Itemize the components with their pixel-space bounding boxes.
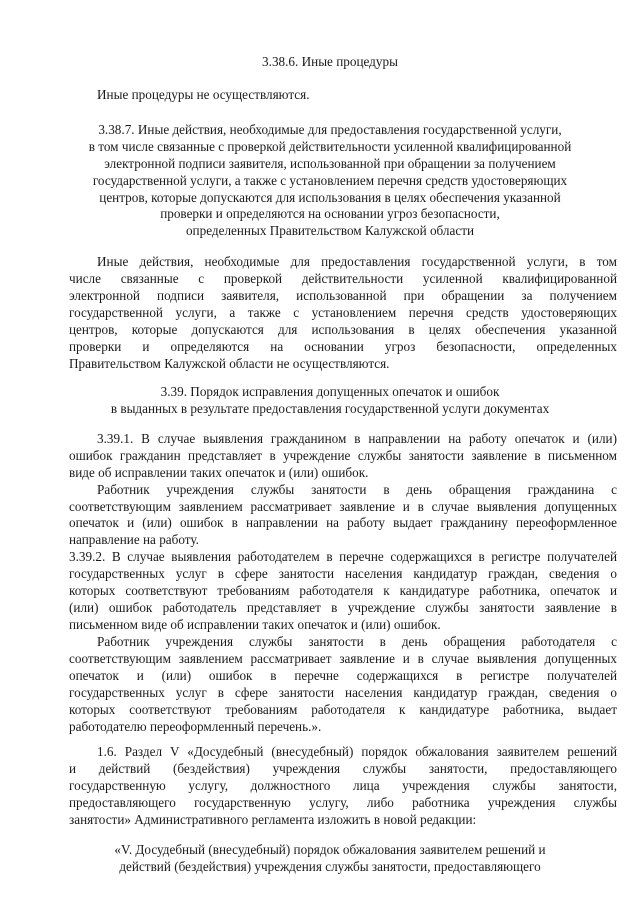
paragraph-line: соответствующим заявлением рассматривает заявление и в случае выявления допущенных [69,499,617,514]
heading-line: в выданных в результате предоставления государственной услуги документах [110,401,550,416]
paragraph-line: 1.6. Раздел V «Досудебный (внесудебный) порядок обжалования заявителем решений [97,744,617,759]
paragraph-line: государственную услугу, должностного лица учреждения службы занятости, [69,778,617,793]
heading-line: 3.39. Порядок исправления допущенных опечаток и ошибок [160,384,500,399]
paragraph-line: Работник учреждения службы занятости в день обращения гражданина с [97,482,617,497]
paragraph-line: числе связанные с проверкой действительности усиленной квалифицированной [69,271,617,286]
paragraph-other-procedures: Иные процедуры не осуществляются. [97,87,310,102]
paragraph-line: работодателю переоформленный перечень.». [69,719,322,734]
paragraph-line: направление на работу. [69,532,199,547]
heading-line: государственной услуги, а также с установлением перечня средств удостоверяющих [92,173,568,188]
paragraph-line: письменном виде об исправлении таких опечаток и (или) ошибок. [69,617,441,632]
paragraph-line: проверки и определяются на основании угроз безопасности, определенных [69,339,617,354]
paragraph-line: соответствующим заявлением рассматривает заявление и в случае выявления допущенных [69,651,617,666]
paragraph-line: государственных услуг в сфере занятости населения кандидатур граждан, сведения о [69,566,617,581]
paragraph-line: государственных услуг в сфере занятости населения кандидатур граждан, сведения о [69,685,617,700]
paragraph-line: виде об исправлении таких опечаток и (или) ошибок. [69,465,369,480]
heading-line: определенных Правительством Калужской области [185,223,475,238]
paragraph-line: опечаток и (или) ошибок в направлении на работу выдает гражданину переоформленное [69,515,617,530]
paragraph-line: опечаток и (или) ошибок в перечне содержащихся в регистре получателей [69,668,617,683]
paragraph-line: (или) ошибок работодатель представляет в учреждение службы занятости заявление в [69,600,617,615]
paragraph-line: Работник учреждения службы занятости в день обращения работодателя с [97,634,617,649]
paragraph-line: занятости» Административного регламента изложить в новой редакции: [69,812,477,827]
paragraph-line: государственной услуги, а также с установлением перечня средств удостоверяющих [69,305,617,320]
paragraph-line: и действий (бездействия) учреждения службы занятости, предоставляющего [69,761,617,776]
paragraph-line: центров, которые допускаются для использования в целях обеспечения указанной [69,322,617,337]
heading-line: проверки и определяются на основании угроз безопасности, [160,206,500,221]
paragraph-line: предоставляющего государственную услугу, либо работника учреждения службы [69,795,617,810]
heading-line: 3.38.7. Иные действия, необходимые для предоставления государственной услуги, [98,122,562,137]
paragraph-line: 3.39.2. В случае выявления работодателем в перечне содержащихся в регистре получателей [69,549,617,564]
section-heading-3-38-6: 3.38.6. Иные процедуры [262,54,398,69]
paragraph-line: которых соответствуют требованиям работодателя к кандидатуре работника, выдает [69,702,617,717]
heading-line: действий (бездействия) учреждения службы занятости, предоставляющего [119,859,541,874]
heading-line: «V. Досудебный (внесудебный) порядок обжалования заявителем решений и [114,842,546,857]
heading-line: электронной подписи заявителя, использованной при обращении за получением [104,156,556,171]
paragraph-line: которых соответствуют требованиям работодателя к кандидатуре работника, опечаток и [69,583,617,598]
heading-line: центров, которые допускаются для использования в целях обеспечения указанной [99,190,561,205]
paragraph-line: Правительством Калужской области не осуществляются. [69,356,390,371]
heading-line: в том числе связанные с проверкой действительности усиленной квалифицированной [88,139,572,154]
paragraph-line: 3.39.1. В случае выявления гражданином в направлении на работу опечаток и (или) [97,431,617,446]
paragraph-line: ошибок гражданин представляет в учреждение службы занятости заявление в письменном [69,448,617,463]
paragraph-line: Иные действия, необходимые для предоставления государственной услуги, в том [97,254,617,269]
paragraph-line: электронной подписи заявителя, использованной при обращении за получением [69,288,617,303]
